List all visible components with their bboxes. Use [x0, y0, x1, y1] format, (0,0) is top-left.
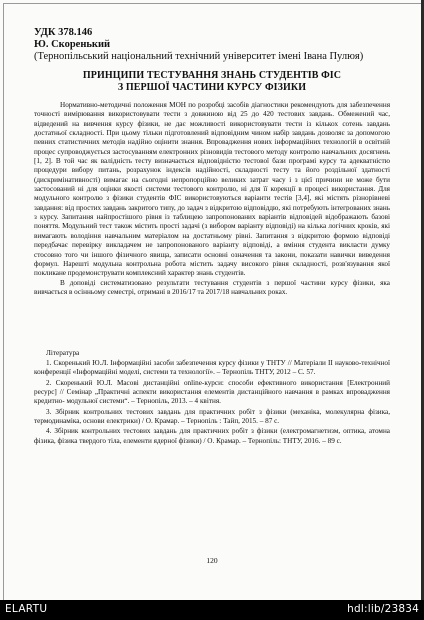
reference-item: 2. Скоренький Ю.Л. Масові дистанційні online-курси: способи ефективного використання [Електронний ресурс] // Семінар „Практичні аспекти використання елементів дистанційного навчання в рамках впровадження кредитно- модульної системи“. – Тернопіль, 2013. – 4 квітня. — [34, 378, 390, 406]
reference-item: 3. Збірник контрольних тестових завдань для практичних робіт з фізики (механіка, молекулярна фізика, термодинаміка, основи електрики) / О. Крамар. – Тернопіль : Тайп, 2015. – 87 с. — [34, 407, 390, 426]
references-heading: Література — [46, 349, 80, 357]
body-paragraph: Нормативно-методичні положення МОН по розробці засобів діагностики рекомендують для забезпечення точності вимірювання використовувати тести з довжиною від 25 до 420 тестових завдань. Обмежений час, відведений на вивчення курсу фізики, не дає можливості використовувати тести із кількох сотень завдань достатньої складності. При цьому тільки підготовлений відповідним чином набір завдань дозволяє за допомогою певних статистичних методів надійно оцінити знання. Впровадження нових інформаційних технологій в освітній процес супроводжується застосуванням електронних різновидів тестового методу контролю навчальних досягнень [1, 2]. В той час як валідність тесту визначається відповідністю тестової бази програмі курсу та адекватністю процедури вибору питань, розрахунок індексів надійності, складності тесту та його роздільної здатності (дискримінативності) вимагає на сьогодні непропорційно великих затрат часу і з цієї причини не може бути застосований ні для оцінки якості системи тестового контролю, ні для її корекції в процесі використання. Для модульного контролю з фізики студентів ФІС використовуються варіанти тестів [3,4], які містять різнорівневі завдання: від простих завдань закритого типу, до задач з відкритою відповіддю, які потребують інтегрованих знань з курсу. Запитання найпростішого рівня із таблицею запропонованих варіантів відповідей відображають базові поняття. Модульний тест також містить прості задачі (з вибором варіанту відповіді) на кілька логічних кроків, які вимагають володіння навчальним матеріалом на достатньому рівні. Запитання з відкритою формою відповіді передбачає перевірку викладачем не запропонованого варіанту відповіді, а вміння студента викласти думку стосовно того чи іншого фізичного явища, записати основні означення та закони, показати навички виведення формул. Нарешті модульна контрольна робота містить задачу високого рівня складності, розв'язування якої покликане продемонструвати комплексний характер знань студентів. — [34, 101, 390, 278]
author-affiliation: (Тернопільський національний технічний університет імені Івана Пулюя) — [34, 51, 364, 62]
udc-code: УДК 378.146 — [34, 27, 93, 38]
title-line-2: З ПЕРШОЇ ЧАСТИНИ КУРСУ ФІЗИКИ — [117, 82, 307, 93]
author-name: Ю. Скоренький — [34, 39, 111, 50]
repository-name: ELARTU — [5, 603, 48, 615]
page-number: 120 — [206, 556, 218, 565]
article-header — [34, 27, 404, 63]
repository-footer-bar — [0, 600, 424, 620]
article-body — [34, 101, 390, 297]
references-section — [34, 348, 390, 447]
body-paragraph: В доповіді систематизовано результати тестування студентів з першої частини курсу фізики, яка вивчається в осінньому семестрі, отримані в 2016/17 та 2017/18 навчальних роках. — [34, 278, 390, 296]
reference-item: 1. Скоренький Ю.Л. Інформаційні засоби забезпечення курсу фізики у ТНТУ // Матеріали II науково-технічної конференції «Інформаційні моделі, системи та технології». – Тернопіль ТНТУ, 2012 – С. 57. — [34, 359, 390, 377]
handle-identifier: hdl:lib/23834 — [347, 603, 419, 615]
article-title — [34, 70, 390, 94]
reference-item: 4. Збірник контрольних тестових завдань для практичних робіт з фізики (електромагнетизм, оптика, атомна фізика, фізика твердого тіла, елементи ядерної фізики) / О. Крамар. – Тернопіль: ТНТУ, 2016. – 89 с. — [34, 427, 390, 445]
title-line-1: ПРИНЦИПИ ТЕСТУВАННЯ ЗНАНЬ СТУДЕНТІВ ФІС — [82, 70, 342, 81]
